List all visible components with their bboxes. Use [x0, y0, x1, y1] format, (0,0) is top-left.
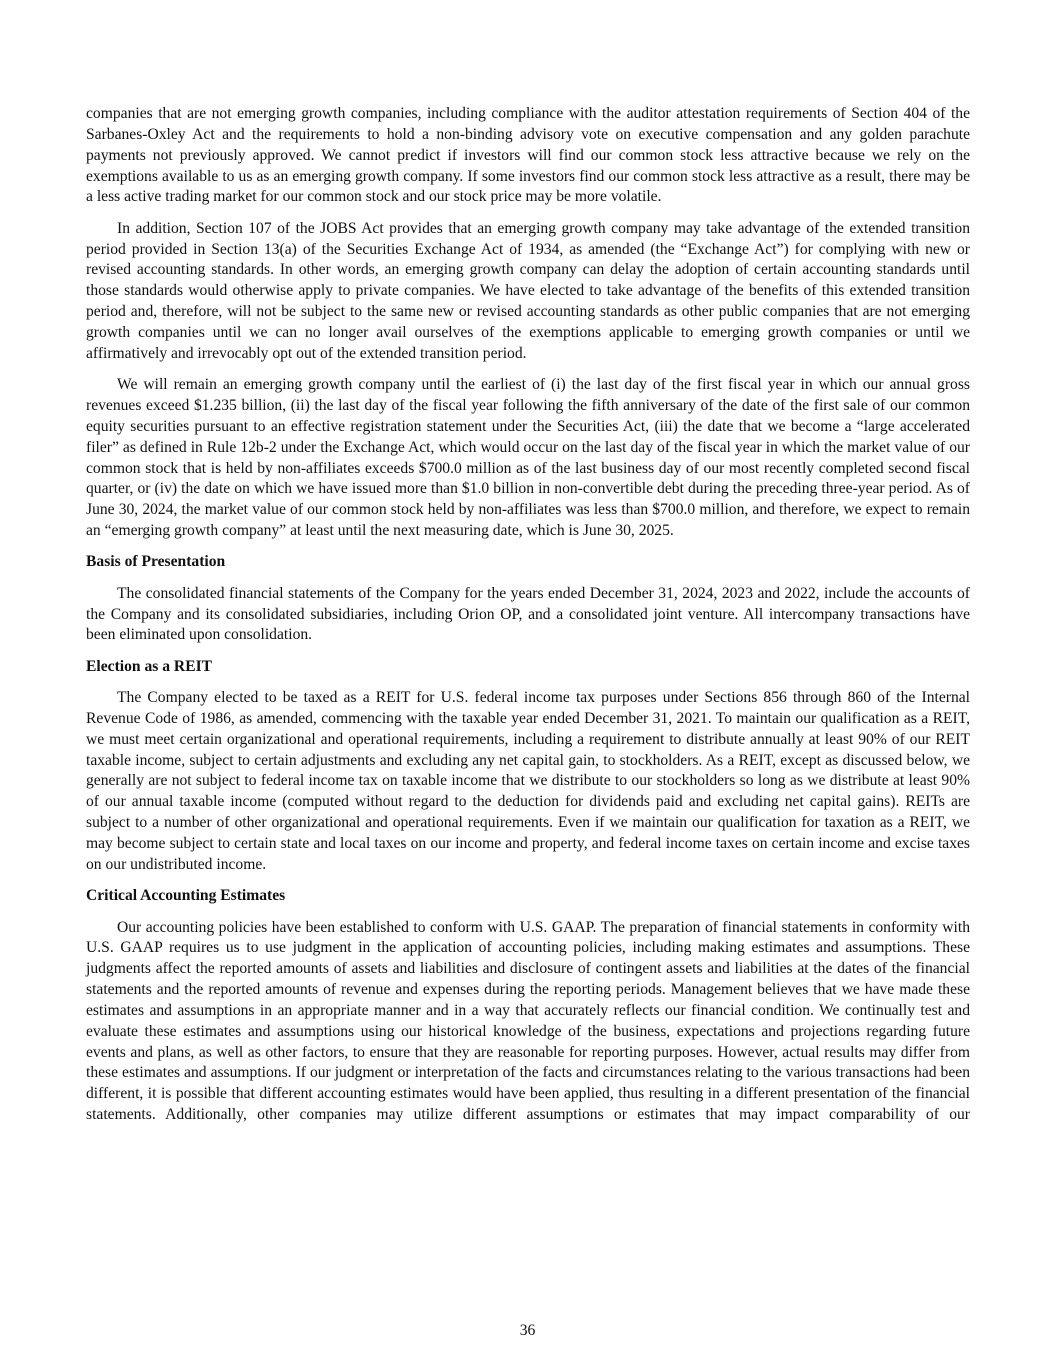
heading-critical-accounting-estimates: Critical Accounting Estimates [86, 887, 286, 905]
paragraph-critical-accounting-estimates: Our accounting policies have been established to conform with U.S. GAAP. The preparation of financial statements in conformity with U.S. GAAP requires us to use judgment in the application of accounting policies, including making estimates and assumptions. These judgments affect the reported amounts of assets and liabilities and disclosure of contingent assets and liabilities at the dates of the financial statements and the reported amounts of revenue and expenses during the reporting periods. Management believes that we have made these estimates and assumptions in an appropriate manner and in a way that accurately reflects our financial condition. We continually test and evaluate these estimates and assumptions using our historical knowledge of the business, expectations and projections regarding future events and plans, as well as other factors, to ensure that they are reasonable for reporting purposes. However, actual results may differ from these estimates and assumptions. If our judgment or interpretation of the facts and circumstances relating to the various transactions had been different, it is possible that different accounting estimates would have been applied, thus resulting in a different presentation of the financial statements. Additionally, other companies may utilize different assumptions or estimates that may impact comparability of our [86, 918, 970, 1124]
paragraph-jobs-act-transition: In addition, Section 107 of the JOBS Act provides that an emerging growth company may take advantage of the extended transition period provided in Section 13(a) of the Securities Exchange Act of 1934, as amended (the “Exchange Act”) for complying with new or revised accounting standards. In other words, an emerging growth company can delay the adoption of certain accounting standards until those standards would otherwise apply to private companies. We have elected to take advantage of the benefits of this extended transition period and, therefore, will not be subject to the same new or revised accounting standards as other public companies that are not emerging growth companies until we can no longer avail ourselves of the exemptions applicable to emerging growth companies or until we affirmatively and irrevocably opt out of the extended transition period. [86, 219, 970, 362]
paragraph-election-as-reit: The Company elected to be taxed as a REIT for U.S. federal income tax purposes under Sections 856 through 860 of the Internal Revenue Code of 1986, as amended, commencing with the taxable year ended December 31, 2021. To maintain our qualification as a REIT, we must meet certain organizational and operational requirements, including a requirement to distribute annually at least 90% of our REIT taxable income, subject to certain adjustments and excluding any net capital gain, to stockholders. As a REIT, except as discussed below, we generally are not subject to federal income tax on taxable income that we distribute to our stockholders so long as we distribute at least 90% of our annual taxable income (computed without regard to the deduction for dividends paid and excluding net capital gains). REITs are subject to a number of other organizational and operational requirements. Even if we maintain our qualification for taxation as a REIT, we may become subject to certain state and local taxes on our income and property, and federal income taxes on certain income and excise taxes on our undistributed income. [86, 689, 970, 873]
paragraph-emerging-growth-continued: companies that are not emerging growth companies, including compliance with the auditor attestation requirements of Section 404 of the Sarbanes-Oxley Act and the requirements to hold a non-binding advisory vote on executive compensation and any golden parachute payments not previously approved. We cannot predict if investors will find our common stock less attractive because we rely on the exemptions available to us as an emerging growth company. If some investors find our common stock less attractive as a result, there may be a less active trading market for our common stock and our stock price may be more volatile. [86, 105, 970, 206]
heading-election-as-reit: Election as a REIT [86, 657, 213, 675]
paragraph-emerging-growth-duration: We will remain an emerging growth company until the earliest of (i) the last day of the first fiscal year in which our annual gross revenues exceed $1.235 billion, (ii) the last day of the fiscal year following the fifth anniversary of the date of the first sale of our common equity securities pursuant to an effective registration statement under the Securities Act, (iii) the date that we become a “large accelerated filer” as defined in Rule 12b-2 under the Exchange Act, which would occur on the last day of the fiscal year in which the market value of our common stock that is held by non-affiliates exceeds $700.0 million as of the last business day of our most recently completed second fiscal quarter, or (iv) the date on which we have issued more than $1.0 billion in non-convertible debt during the preceding three-year period. As of June 30, 2024, the market value of our common stock held by non-affiliates was less than $700.0 million, and therefore, we expect to remain an “emerging growth company” at least until the next measuring date, which is June 30, 2025. [86, 376, 970, 540]
heading-basis-of-presentation: Basis of Presentation [86, 553, 226, 571]
page-number: 36 [519, 1322, 536, 1339]
paragraph-basis-of-presentation: The consolidated financial statements of the Company for the years ended December 31, 2024, 2023 and 2022, include the accounts of the Company and its consolidated subsidiaries, including Orion OP, and a consolidated joint venture. All intercompany transactions have been eliminated upon consolidation. [86, 584, 970, 644]
document-page [86, 104, 970, 1136]
